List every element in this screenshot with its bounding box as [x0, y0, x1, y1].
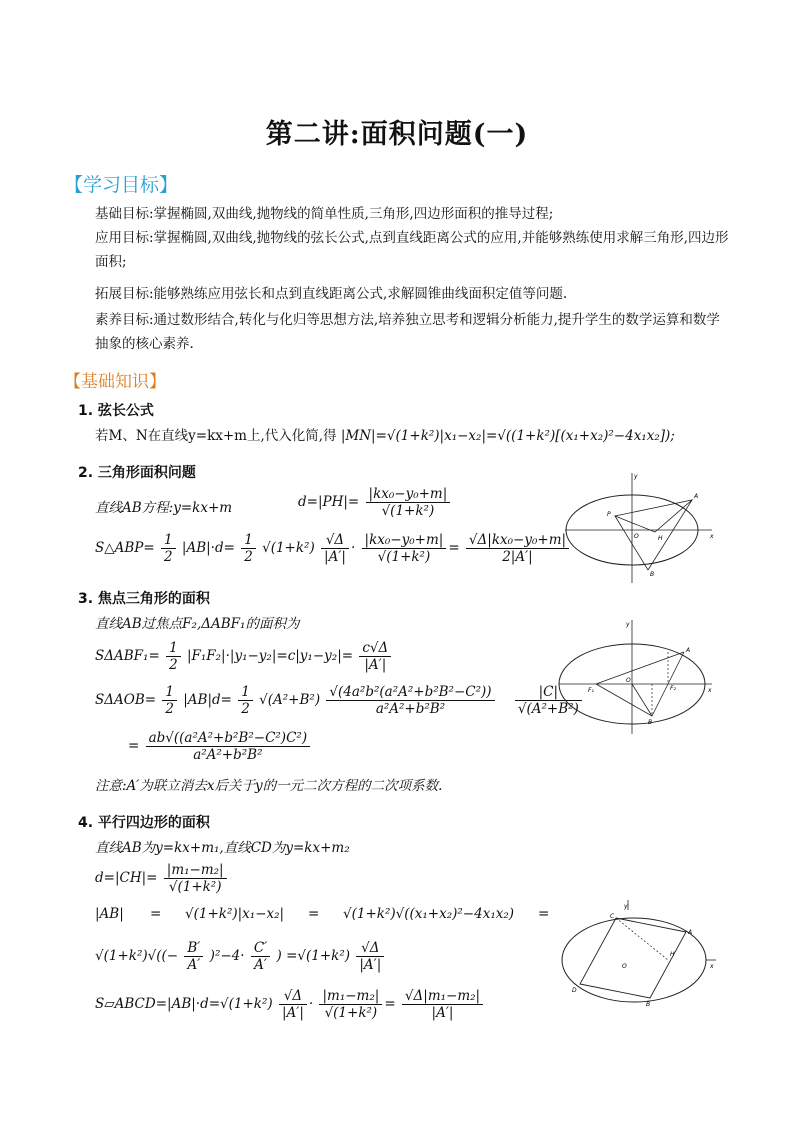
l2-a: √(1+k²)√((− — [95, 948, 179, 964]
parallelogram-area-formula: S▱ABCD=|AB|·d=√(1+k²) $\frac{√\Delta}{|A'|}$ · $\frac{\text{|m₁−m₂|}}{\text{√(1+k²)}}$ = $\frac{\text{√Δ|m₁−m₂|}}{|A'|}$ — [95, 988, 485, 1021]
l2-f2-num: C′ — [251, 940, 270, 957]
focal2-half — [162, 684, 177, 717]
area-f1-num: √Δ — [321, 532, 349, 549]
ab-length-eq3: = — [538, 906, 550, 922]
area-lhs: S△ABP= — [95, 540, 155, 556]
focal2-half2-num: 1 — [238, 684, 253, 701]
focal2-half-den: 2 — [165, 701, 174, 717]
l2-f1-den: A′ — [187, 957, 201, 973]
chord-length-line — [95, 424, 675, 444]
ab-length-line-2 — [95, 940, 386, 973]
ab-length-eq1: = — [150, 906, 162, 922]
pa-f3-num: √Δ|m₁−m₂| — [402, 988, 483, 1005]
parallelogram-distance — [95, 862, 229, 895]
focal2-num: √(4a²b²(a²A²+b²B²−C²)) — [326, 684, 494, 701]
l2-b: )²−4· — [209, 948, 245, 964]
ab-length-c: √(1+k²)√((x₁+x₂)²−4x₁x₂) — [343, 906, 515, 922]
goal-basic: 基础目标:掌握椭圆,双曲线,抛物线的简单性质,三角形,四边形面积的推导过程; — [95, 206, 554, 222]
fig2-label-o: O — [626, 677, 631, 684]
distance-denominator: √(1+k²) — [381, 503, 435, 519]
half-num-2: 1 — [241, 532, 256, 549]
pd-num: |m₁−m₂| — [164, 862, 227, 879]
focal2-mid: |AB|d= — [183, 692, 232, 708]
fig2-label-f1: F₁ — [588, 687, 594, 694]
focal3-fraction — [146, 730, 310, 763]
fig3-label-y: y — [624, 903, 628, 910]
parallelogram-lines: 直线AB为y=kx+m₁,直线CD为y=kx+m₂ — [95, 840, 350, 856]
half-den-2: 2 — [244, 549, 253, 565]
focal-area-formula-1 — [95, 640, 393, 673]
subsection-title-chord-length: 1. 弦长公式 — [78, 403, 154, 419]
pa-fraction-2 — [319, 988, 382, 1021]
pa-f2-den: √(1+k²) — [324, 1005, 378, 1021]
fig1-label-o: O — [634, 533, 639, 540]
fig1-label-y: y — [634, 473, 638, 480]
focal2-den2: √(A²+B²) — [517, 701, 579, 717]
fig1-label-b: B — [650, 571, 655, 578]
triangle-area-figure — [560, 468, 720, 588]
pd-fraction — [164, 862, 227, 895]
focal1-mid: |F₁F₂|·|y₁−y₂|=c|y₁−y₂|= — [186, 648, 354, 664]
triangle-area-formula: S△ABP= $\frac{1}{2}$ |AB|·d= $\frac{1}{2}$ √(1+k²) $\frac{√\Delta}{|A'|}$ · $\frac{\text{|kx₀−y₀+m|}}{\text{√(1+k²)}}$ = $\frac{\text{√Δ|kx₀−y₀+m|}}{2|A'|}$ — [95, 532, 571, 565]
goal-extension: 拓展目标:能够熟练应用弦长和点到直线距离公式,求解圆锥曲线面积定值等问题. — [95, 286, 568, 302]
half-den: 2 — [164, 549, 173, 565]
goal-literacy: 素养目标:通过数形结合,转化与化归等思想方法,培养独立思考和逻辑分析能力,提升学生的数学运算和数学抽象的核心素养. — [95, 312, 720, 352]
l2-c: ) =√(1+k²) — [276, 948, 351, 964]
pa-f1-den: |A′| — [281, 1005, 304, 1021]
subsection-title-focal-triangle: 3. 焦点三角形的面积 — [78, 591, 210, 607]
distance-formula — [298, 486, 452, 519]
fig3-label-c: C — [610, 913, 615, 920]
fig3-label-h: H — [670, 951, 675, 958]
fig2-label-x: x — [708, 687, 712, 694]
ab-length-b: √(1+k²)|x₁−x₂| — [185, 906, 285, 922]
fig2-label-y: y — [626, 621, 630, 628]
area-f2-den: √(1+k²) — [377, 549, 431, 565]
l2-fraction-1 — [184, 940, 203, 973]
focal-note: 注意:A′为联立消去x后关于y的一元二次方程的二次项系数. — [95, 778, 443, 794]
subsection-title-parallelogram: 4. 平行四边形的面积 — [78, 815, 210, 831]
fig1-label-x: x — [710, 533, 714, 540]
pa-f1-num: √Δ — [279, 988, 307, 1005]
area-mid: |AB|·d= — [181, 540, 235, 556]
pa-lhs: S▱ABCD=|AB|·d=√(1+k²) — [95, 996, 273, 1012]
area-fraction-2 — [362, 532, 447, 565]
l2-f3-den: |A′| — [359, 957, 382, 973]
focal2-root: √(A²+B²) — [259, 692, 321, 708]
focal2-half2-den: 2 — [241, 701, 250, 717]
fig3-label-b: B — [646, 1001, 651, 1008]
ab-length-a: |AB| — [95, 906, 124, 922]
distance-lhs: d=|PH|= — [298, 494, 360, 510]
focal1-half-num: 1 — [166, 640, 181, 657]
focal1-den: |A′| — [364, 657, 387, 673]
focal-area-formula-2 — [95, 684, 584, 717]
area-root: √(1+k²) — [262, 540, 315, 556]
fig1-label-p: P — [607, 511, 611, 518]
pd-den: √(1+k²) — [168, 879, 222, 895]
pa-f2-num: |m₁−m₂| — [319, 988, 382, 1005]
l2-f2-den: A′ — [254, 957, 267, 973]
area-fraction-3 — [466, 532, 569, 565]
half-fraction — [161, 532, 176, 565]
area-f3-num: √Δ|kx₀−y₀+m| — [466, 532, 569, 549]
pa-fraction-3 — [402, 988, 483, 1021]
focal-area-formula-3: = $\frac{\text{ab√((a²A²+b²B²−C²)C²)}}{\text{a²A²+b²B²}}$ — [128, 730, 312, 763]
pa-fraction-1 — [279, 988, 307, 1021]
area-f1-den: |A′| — [324, 549, 346, 565]
l2-fraction-3 — [356, 940, 384, 973]
distance-fraction — [366, 486, 451, 519]
pd-lhs: d=|CH|= — [95, 870, 158, 886]
fig3-label-x: x — [710, 963, 714, 970]
fig3-label-a: A — [688, 929, 693, 936]
fig2-label-f2: F₂ — [670, 685, 676, 692]
l2-f3-num: √Δ — [356, 940, 384, 957]
pa-f3-den: |A′| — [431, 1005, 454, 1021]
fig3-label-d: D — [572, 987, 577, 994]
focal1-fraction — [359, 640, 391, 673]
area-f2-num: |kx₀−y₀+m| — [362, 532, 447, 549]
ab-length-eq2: = — [308, 906, 320, 922]
focal-triangle-intro: 直线AB过焦点F₂,ΔABF₁的面积为 — [95, 616, 300, 632]
fig1-label-a: A — [694, 493, 699, 500]
section-heading-basic-knowledge: 【基础知识】 — [64, 372, 166, 392]
fig3-label-o: O — [622, 963, 627, 970]
focal2-fraction — [326, 684, 494, 717]
parallelogram-figure — [558, 898, 720, 1010]
l2-f1-num: B′ — [184, 940, 203, 957]
focal1-lhs: SΔABF₁= — [95, 648, 160, 664]
focal1-num: c√Δ — [359, 640, 391, 657]
chord-length-text: 若M、N在直线y=kx+m上,代入化简,得 — [95, 428, 337, 444]
focal2-half-num: 1 — [162, 684, 177, 701]
l2-fraction-2 — [251, 940, 270, 973]
focal1-half-den: 2 — [169, 657, 178, 673]
fig2-label-b: B — [648, 719, 653, 726]
area-f3-den: 2|A′| — [502, 549, 533, 565]
goal-application: 应用目标:掌握椭圆,双曲线,抛物线的弦长公式,点到直线距离公式的应用,并能够熟练使用求解三角形,四边形面积; — [95, 230, 729, 270]
focal-triangle-figure — [556, 616, 716, 738]
focal2-den: a²A²+b²B² — [375, 701, 446, 717]
fig2-label-a: A — [686, 647, 691, 654]
line-equation: 直线AB方程:y=kx+m — [95, 500, 233, 516]
chord-length-formula: |MN|=√(1+k²)|x₁−x₂|=√((1+k²)[(x₁+x₂)²−4x₁x₂]); — [340, 428, 675, 444]
focal2-half-2 — [238, 684, 253, 717]
half-fraction-2 — [241, 532, 256, 565]
half-num: 1 — [161, 532, 176, 549]
area-fraction-1 — [321, 532, 349, 565]
focal2-lhs: SΔAOB= — [95, 692, 157, 708]
section-heading-learning-goals: 【学习目标】 — [64, 174, 179, 196]
fig1-label-h: H — [658, 535, 663, 542]
focal3-num: ab√((a²A²+b²B²−C²)C²) — [146, 730, 310, 747]
page-title: 第二讲:面积问题(一) — [265, 119, 529, 150]
subsection-title-triangle-area: 2. 三角形面积问题 — [78, 465, 196, 481]
focal2-num2: |C| — [515, 684, 582, 701]
focal3-den: a²A²+b²B² — [193, 747, 263, 763]
focal1-half — [166, 640, 181, 673]
distance-numerator: |kx₀−y₀+m| — [366, 486, 451, 503]
